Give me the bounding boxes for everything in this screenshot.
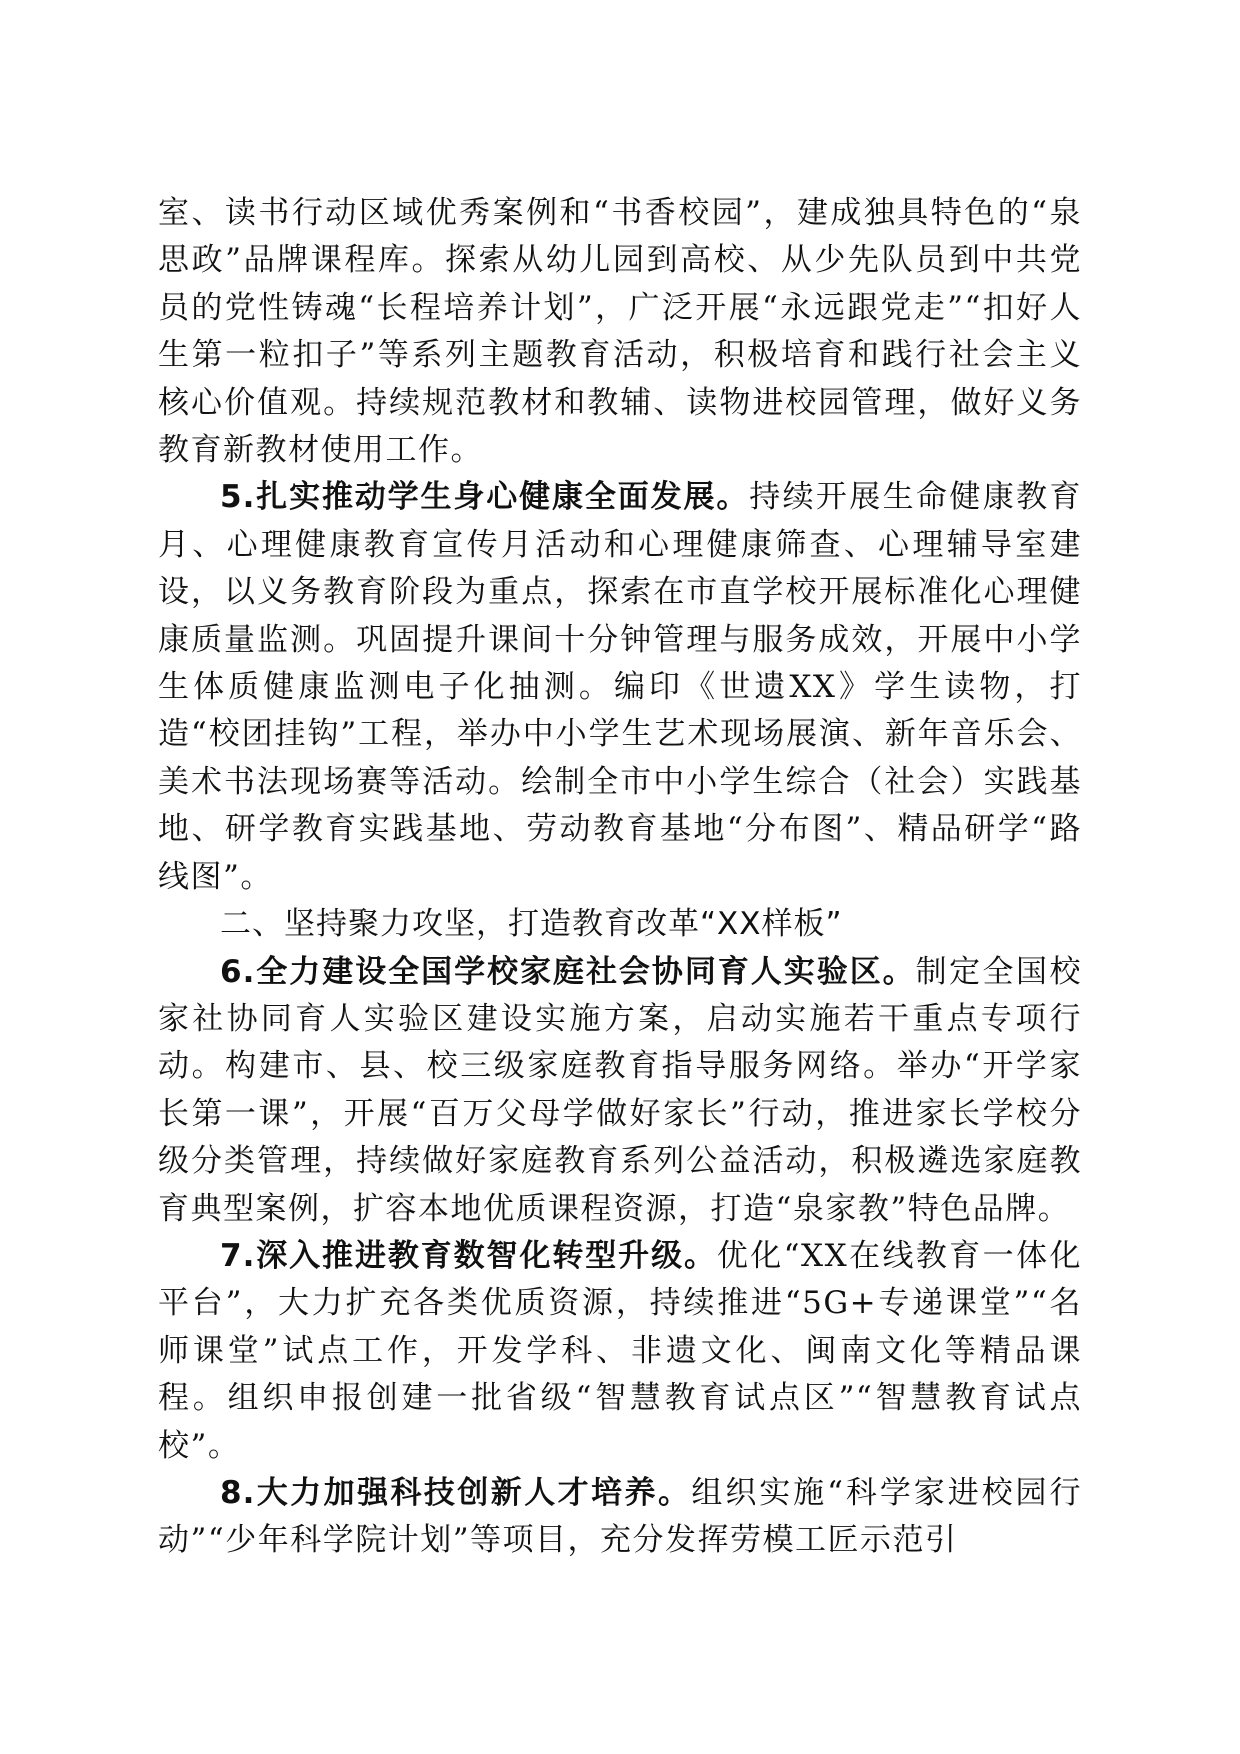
section-heading-2: 二、坚持聚力攻坚，打造教育改革“XX样板” <box>220 906 843 943</box>
document-page <box>158 190 1082 1565</box>
paragraph-item-7 <box>158 1233 1082 1470</box>
item-7-heading: 7.深入推进教育数智化转型升级。 <box>220 1237 717 1274</box>
item-7-body: 优化“XX在线教育一体化平台”，大力扩充各类优质资源，持续推进“5G+专递课堂”“名师课堂”试点工作，开发学科、非遗文化、闽南文化等精品课程。组织申报创建一批省级“智慧教育试点区”“智慧教育试点校”。 <box>158 1237 1082 1464</box>
paragraph-item-8 <box>158 1470 1082 1565</box>
item-6-heading: 6.全力建设全国学校家庭社会协同育人实验区。 <box>220 953 916 990</box>
item-8-body: 组织实施“科学家进校园行动”“少年科学院计划”等项目，充分发挥劳模工匠示范引 <box>158 1474 1082 1559</box>
paragraph-item-5 <box>158 474 1082 901</box>
item-8-heading: 8.大力加强科技创新人才培养。 <box>220 1474 692 1511</box>
item-6-body: 制定全国校家社协同育人实验区建设实施方案，启动实施若干重点专项行动。构建市、县、校三级家庭教育指导服务网络。举办“开学家长第一课”，开展“百万父母学做好家长”行动，推进家长学校分级分类管理，持续做好家庭教育系列公益活动，积极遴选家庭教育典型案例，扩容本地优质课程资源，打造“泉家教”特色品牌。 <box>158 953 1082 1227</box>
paragraph-item-6 <box>158 949 1082 1233</box>
item-5-heading: 5.扎实推动学生身心健康全面发展。 <box>220 479 750 516</box>
item-5-body: 持续开展生命健康教育月、心理健康教育宣传月活动和心理健康筛查、心理辅导室建设，以义务教育阶段为重点，探索在市直学校开展标准化心理健康质量监测。巩固提升课间十分钟管理与服务成效，开展中小学生体质健康监测电子化抽测。编印《世遗XX》学生读物，打造“校团挂钩”工程，举办中小学生艺术现场展演、新年音乐会、美术书法现场赛等活动。绘制全市中小学生综合（社会）实践基地、研学教育实践基地、劳动教育基地“分布图”、精品研学“路线图”。 <box>158 479 1082 895</box>
paragraph-continuation: 室、读书行动区域优秀案例和“书香校园”，建成独具特色的“泉思政”品牌课程库。探索从幼儿园到高校、从少先队员到中共党员的党性铸魂“长程培养计划”，广泛开展“永远跟党走”“扣好人生第一粒扣子”等系列主题教育活动，积极培育和践行社会主义核心价值观。持续规范教材和教辅、读物进校园管理，做好义务教育新教材使用工作。 <box>158 195 1082 469</box>
